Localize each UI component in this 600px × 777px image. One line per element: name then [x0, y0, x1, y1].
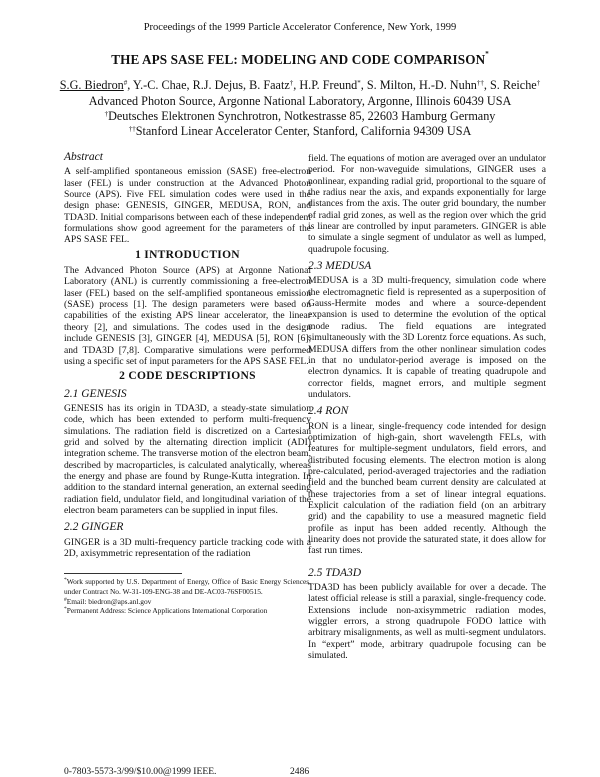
footnote — [64, 606, 311, 616]
subsection-heading-ginger: 2.2 GINGER — [64, 521, 124, 534]
author-list — [0, 78, 600, 93]
subsection-heading-genesis: 2.1 GENESIS — [64, 387, 127, 400]
abstract-heading: Abstract — [64, 151, 103, 163]
footnote-text: Email: biedron@aps.anl.gov — [66, 596, 152, 606]
subsection-heading-tda3d: 2.5 TDA3D — [308, 566, 362, 579]
author-text: , Y.-C. Chae, R.J. Dejus, B. Faatz — [127, 78, 290, 92]
affiliation-slac — [0, 124, 600, 139]
ginger-continued-text: field. The equations of motion are averaged over an undulator period. For non-waveguide simulations, GINGER uses a nonlinear, expanding radial grid, proportional to the square of the radius near the axis, and expands exponentially for large distances from the axis. The outer grid boundary, the number of radial grid zones, as well as the region over which the grid is linear are controlled by input parameters. GINGER is able to simulate a single segment of undulator as well as lumped, quadrupole focusing. — [308, 153, 546, 255]
author-mark: † — [536, 79, 541, 87]
footnote-mark: * — [64, 606, 67, 613]
footnote-text: Permanent Address: Science Applications International Corporation — [66, 606, 268, 616]
subsection-heading-ron: 2.4 RON — [308, 405, 349, 418]
footnote-text: Work supported by U.S. Department of Energy, Office of Basic Energy Sciences, under Contract No. W-31-109-ENG-38 and DE-AC03-76SF00515. — [64, 577, 311, 596]
tda3d-text: TDA3D has been publicly available for over a decade. The latest official release is still a paraxial, single-frequency code. Extensions include non-axisymmetric radiation modes, wiggler errors, a strong quadrupole FODO lattice with arbitrary misalignments, as well as multi-segment undulators. In “expert” mode, arbitrary quadrupole focusing can be simulated. — [308, 582, 546, 662]
author-mark: † — [289, 79, 294, 87]
author-text: , S. Milton, H.-D. Nuhn — [360, 78, 477, 92]
author-mark: †† — [476, 79, 484, 87]
introduction-text: The Advanced Photon Source (APS) at Argonne National Laboratory (ANL) is currently commissioning a free-electron laser (FEL) based on the self-amplified spontaneous emission (SASE) process [1]. The design parameters were based on capabilities of the existing APS linear accelerator, the linear theory [2], and simulations. The codes used in the design include GENESIS [3], GINGER [4], MEDUSA [5], RON [6], and TDA3D [7,8]. Comparative simulations were performed using a specific set of input parameters for the APS SASE FEL. — [64, 265, 311, 367]
affiliation-aps — [0, 94, 600, 109]
copyright-line: 0-7803-5573-3/99/$10.00@1999 IEEE. — [64, 766, 217, 777]
footnote-divider — [64, 573, 182, 574]
genesis-text: GENESIS has its origin in TDA3D, a steady-state simulation code, which has been extended to perform multi-frequency simulations. The radiation field is discretized on a Cartesian grid and solved by the alternating direction implicit (ADI) integration scheme. The transverse motion of the electron beam, described by macroparticles, is calculated analytically, whereas the energy and phase are found by Runge-Kutta integration. In addition to the standard internal generation, an external seeding radiation field, undulator field, and longitudinal variation of the electron beam parameters can be supplied in input files. — [64, 402, 311, 516]
author-biedron: S.G. Biedron — [59, 78, 124, 92]
author-mark: * — [357, 79, 361, 87]
footnote — [64, 577, 311, 596]
affiliation-text: Advanced Photon Source, Argonne National Laboratory, Argonne, Illinois 60439 USA — [88, 94, 512, 108]
section-heading-introduction: 1 INTRODUCTION — [135, 248, 240, 261]
author-text: , S. Reiche — [483, 78, 537, 92]
affiliation-text: Deutsches Elektronen Synchrotron, Notkestrasse 85, 22603 Hamburg Germany — [108, 109, 496, 123]
affiliation-text: Stanford Linear Accelerator Center, Stanford, California 94309 USA — [135, 124, 472, 138]
affiliation-mark: † — [104, 110, 109, 118]
left-column — [64, 152, 311, 616]
section-heading-code-descriptions: 2 CODE DESCRIPTIONS — [119, 370, 256, 383]
affiliation-desy — [0, 109, 600, 124]
abstract-text: A self-amplified spontaneous emission (SASE) free-electron laser (FEL) is under construction at the Advanced Photon Source (APS). Five FEL simulation codes were used in the design phase: GENESIS, GINGER, MEDUSA, RON, and TDA3D. Initial comparisons between each of these independent formulations show good agreement for the parameters of the APS SASE FEL. — [64, 166, 311, 246]
footnote — [64, 597, 311, 607]
footnote-mark: * — [64, 577, 67, 584]
paper-title-text: THE APS SASE FEL: MODELING AND CODE COMPARISON — [111, 52, 486, 67]
footnote-mark: # — [64, 596, 67, 603]
proceedings-header: Proceedings of the 1999 Particle Accelerator Conference, New York, 1999 — [143, 22, 457, 33]
ron-text: RON is a linear, single-frequency code intended for design optimization of high-gain, short wavelength FELs, with features for multiple-segment undulators, field errors, and distributed focusing elements. The electron motion is along pre-calculated, period-averaged trajectories and the radiation field and the bunched beam current density are calculated at these trajectories from a set of linear integral equations. Explicit calculation of the radiation field (on an arbitrary grid) and the capability to use a measured magnetic field profile as input has been added recently. Although the linearity does not provide the saturated state, it does allow for fast run times. — [308, 420, 546, 557]
title-footnote-mark: * — [485, 50, 489, 58]
author-mark: # — [123, 79, 128, 87]
medusa-text: MEDUSA is a 3D multi-frequency, simulation code where the electromagnetic field is represented as a superposition of Gauss-Hermite modes and where a source-dependent expansion is used to determine the evolution of the optical mode radius. The field equations are integrated simultaneously with the 3D Lorentz force equations. As such, MEDUSA differs from the other nonlinear simulation codes in that no undulator-period average is imposed on the electron dynamics. It is capable of treating quadrupole and corrector fields, magnet errors, and multiple segment undulators. — [308, 275, 546, 400]
subsection-heading-medusa: 2.3 MEDUSA — [308, 260, 372, 273]
right-column — [308, 153, 546, 661]
author-text: , H.P. Freund — [293, 78, 358, 92]
page-number: 2486 — [290, 766, 310, 777]
affiliation-mark: †† — [128, 125, 136, 133]
paper-title — [0, 52, 600, 68]
ginger-text: GINGER is a 3D multi-frequency particle tracking code with a 2D, axisymmetric representation of the radiation — [64, 536, 311, 559]
